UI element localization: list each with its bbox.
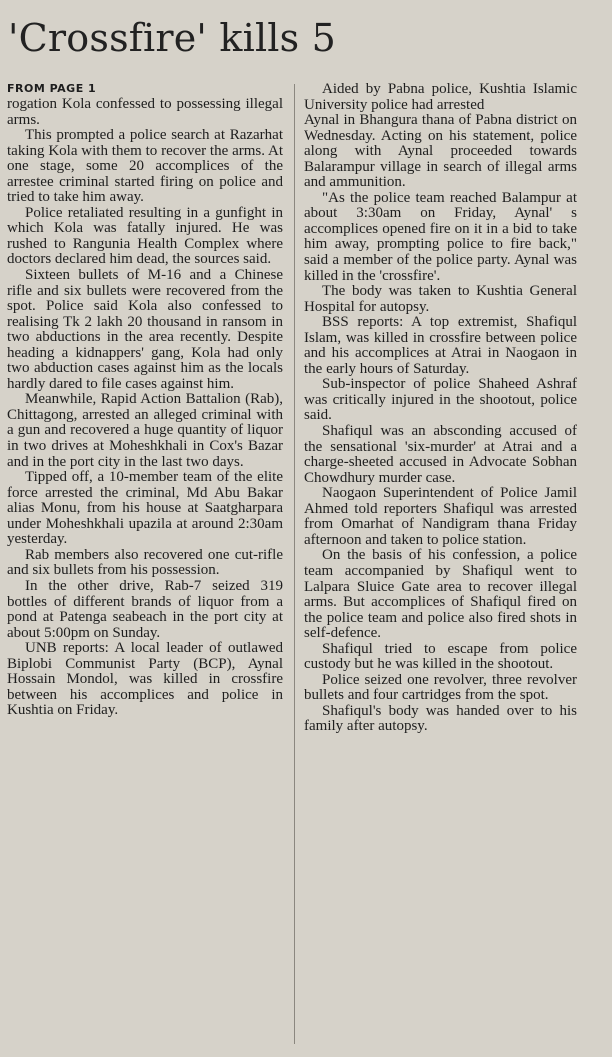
left-column bbox=[7, 82, 283, 719]
paragraph: Aynal in Bhangura thana of Pabna district on Wednesday. Acting on his statement, police along with Aynal proceeded towards Balarampur village in search of illegal arms and ammunition. bbox=[304, 112, 577, 191]
paragraph: Naogaon Superintendent of Police Jamil Ahmed told reporters Shafiqul was arrested from Omarhat of Nandigram thana Friday afternoon and taken to police station. bbox=[304, 485, 577, 548]
paragraph: On the basis of his confession, a police team accompanied by Shafiqul went to Lalpara Sluice Gate area to recover illegal arms. But accomplices of Shafiqul fired on the police team and police also fired shots in self-defence. bbox=[304, 547, 577, 642]
paragraph: Sixteen bullets of M-16 and a Chinese rifle and six bullets were recovered from the spot. Police said Kola also confessed to realising Tk 2 lakh 20 thousand in ransom in two abductions in the area recently. Despite heading a kidnappers' gang, Kola had only two abduction cases against him as the locals hardly dared to file cases against him. bbox=[7, 267, 283, 392]
paragraph: Tipped off, a 10-member team of the elite force arrested the criminal, Md Abu Bakar alias Monu, from his house at Saatgharpara under Moheshkhali upazila at around 2:30am yesterday. bbox=[7, 469, 283, 548]
column-divider bbox=[294, 84, 295, 1044]
paragraph: This prompted a police search at Razarhat taking Kola with them to recover the arms. At one stage, some 20 accomplices of the arrestee criminal started firing on police and tried to take him away. bbox=[7, 127, 283, 206]
paragraph: In the other drive, Rab-7 seized 319 bottles of different brands of liquor from a pond at Patenga seabeach in the port city at about 5:00pm on Sunday. bbox=[7, 577, 283, 641]
paragraph: "As the police team reached Balampur at about 3:30am on Friday, Aynal' s accomplices opened fire on it in a bid to take him away, prompting police to fire back," said a member of the police party. Aynal was killed in the 'crossfire'. bbox=[304, 189, 577, 284]
paragraph: BSS reports: A top extremist, Shafiqul Islam, was killed in crossfire between police and his accomplices at Atrai in Naogaon in the early hours of Saturday. bbox=[304, 314, 577, 377]
paragraph: Aided by Pabna police, Kushtia Islamic University police had arrested bbox=[304, 81, 577, 113]
paragraph: Rab members also recovered one cut-rifle and six bullets from his possession. bbox=[7, 546, 283, 579]
paragraph: Police seized one revolver, three revolver bullets and four cartridges from the spot. bbox=[304, 671, 577, 704]
paragraph: Police retaliated resulting in a gunfight in which Kola was fatally injured. He was rushed to Rangunia Health Complex where doctors declared him dead, the sources said. bbox=[7, 204, 283, 268]
headline: 'Crossfire' kills 5 bbox=[8, 16, 337, 60]
right-column bbox=[304, 82, 577, 735]
paragraph: The body was taken to Kushtia General Hospital for autopsy. bbox=[304, 283, 577, 315]
paragraph: Meanwhile, Rapid Action Battalion (Rab), Chittagong, arrested an alleged criminal with a gun and recovered a huge quantity of liquor in two drives at Moheshkhali in Cox's Bazar and in the port city in the last two days. bbox=[7, 391, 283, 470]
continuation-kicker: FROM PAGE 1 bbox=[7, 82, 97, 95]
paragraph: Shafiqul's body was handed over to his family after autopsy. bbox=[304, 702, 577, 735]
paragraph: Shafiqul tried to escape from police custody but he was killed in the shootout. bbox=[304, 640, 577, 673]
paragraph: Shafiqul was an absconding accused of the sensational 'six-murder' at Atrai and a charge-sheeted accused in Advocate Sobhan Chowdhury murder case. bbox=[304, 423, 577, 486]
paragraph: Sub-inspector of police Shaheed Ashraf was critically injured in the shootout, police said. bbox=[304, 376, 577, 424]
paragraph: UNB reports: A local leader of outlawed Biplobi Communist Party (BCP), Aynal Hossain Mondol, was killed in crossfire between his accomplices and police in Kushtia on Friday. bbox=[7, 640, 283, 719]
paragraph: rogation Kola confessed to possessing illegal arms. bbox=[7, 96, 283, 128]
